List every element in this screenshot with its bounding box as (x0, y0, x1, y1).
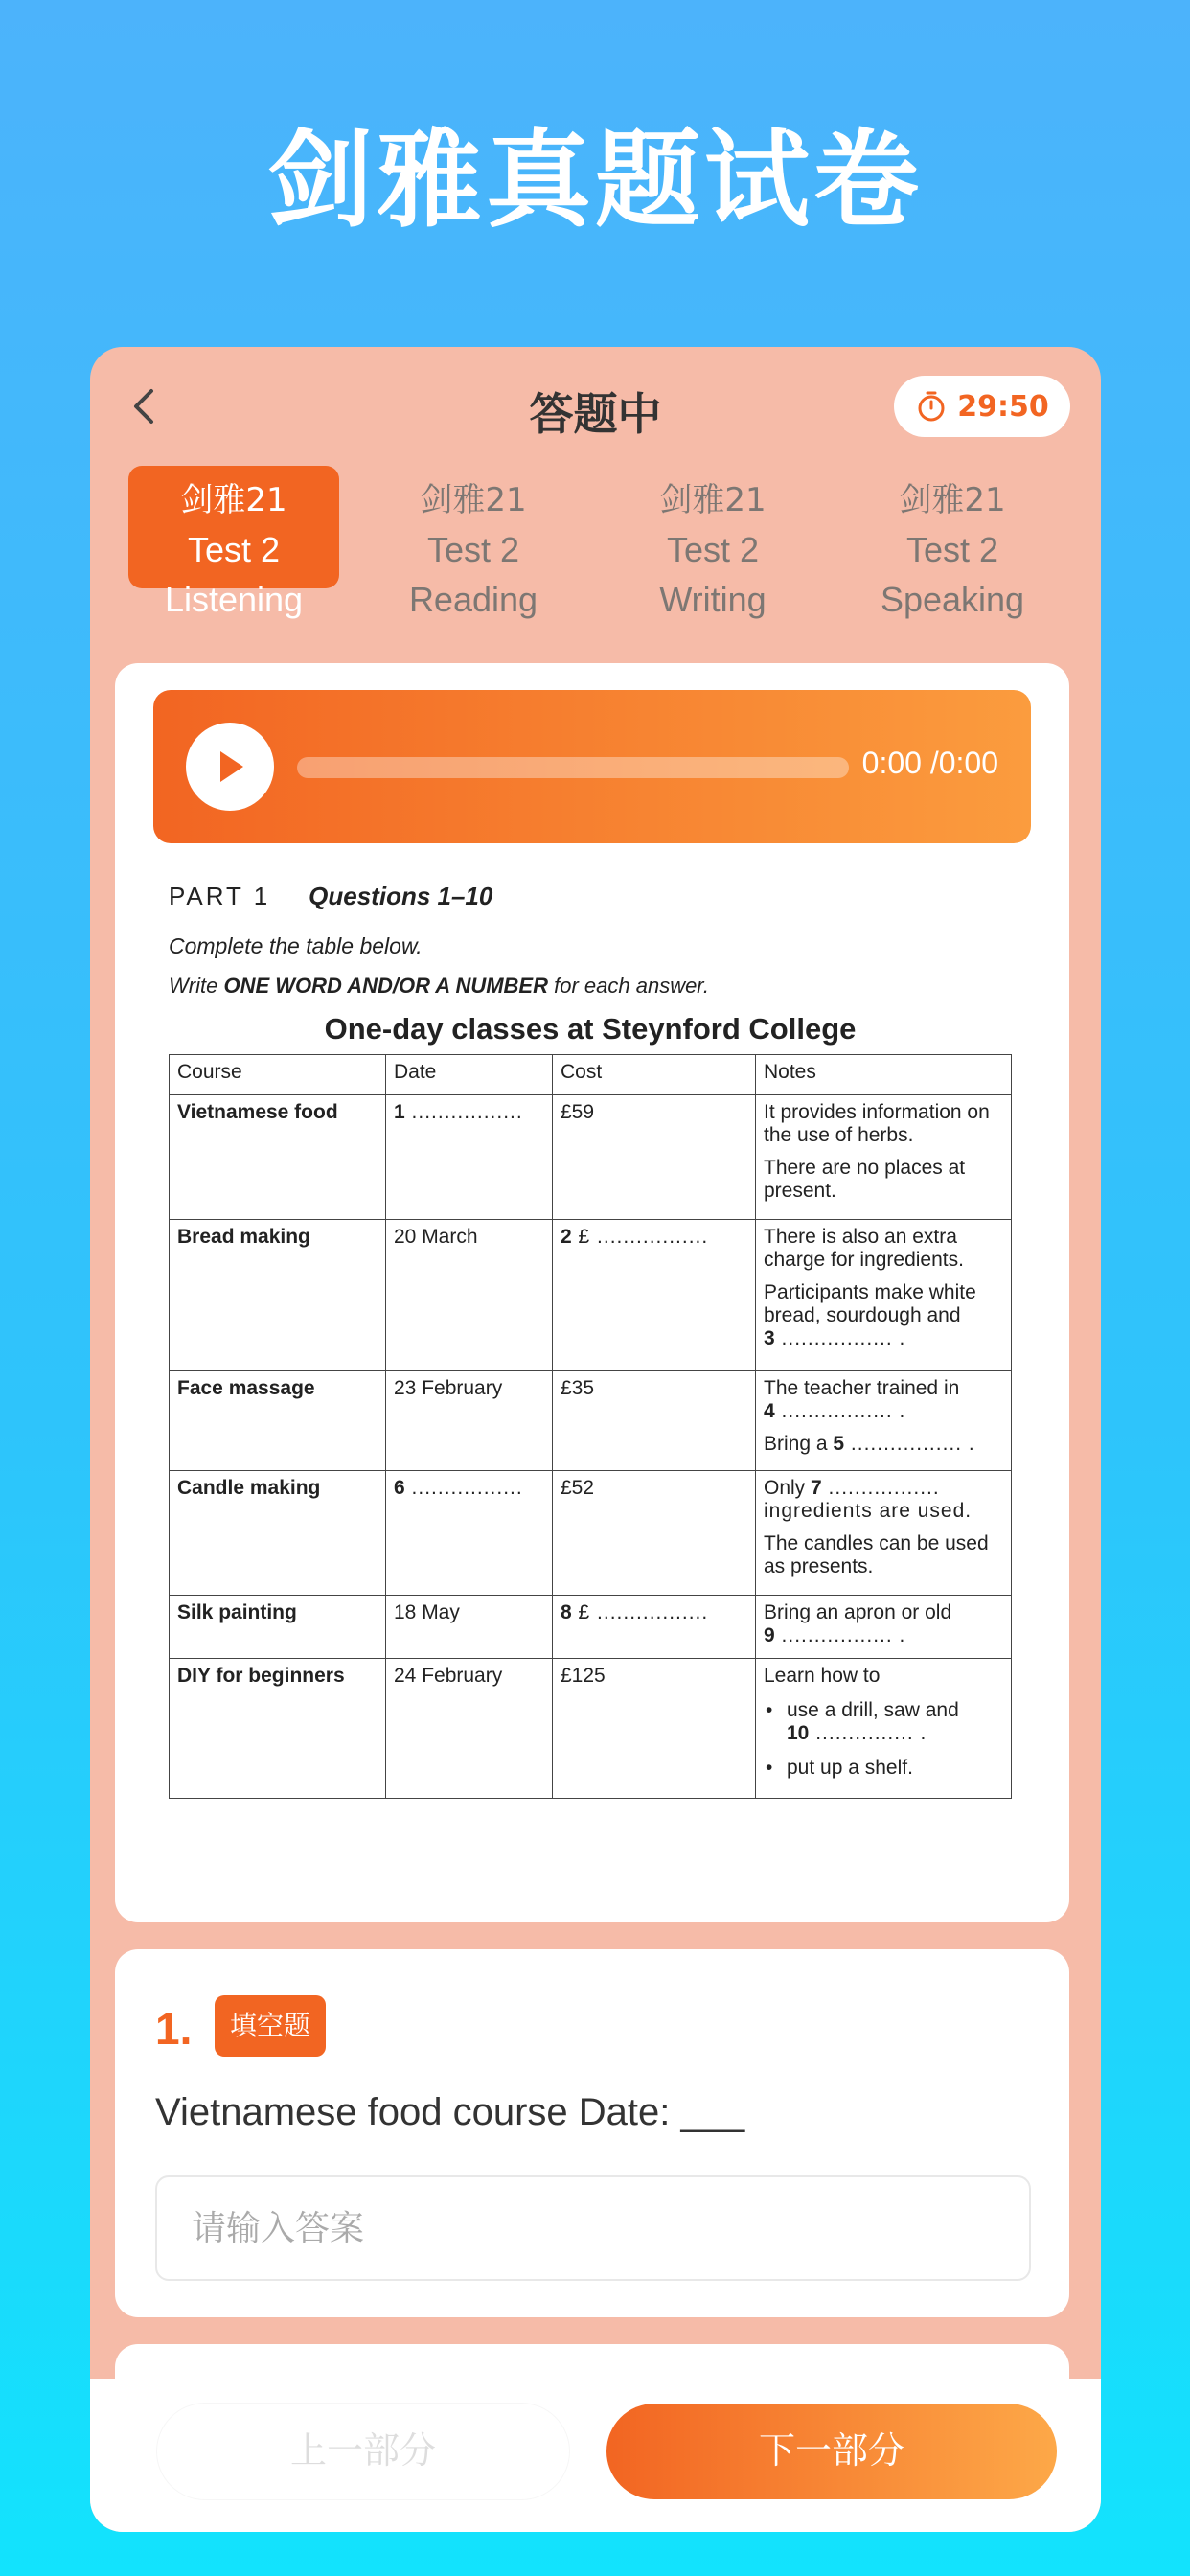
note-text-part: Only (764, 1477, 812, 1499)
cost-cell: £52 (553, 1471, 756, 1596)
gap-dots: ................. (404, 1101, 523, 1123)
cost-cell: £59 (553, 1095, 756, 1220)
table-row (170, 1371, 1012, 1471)
note-text-part: use a drill, saw and (787, 1699, 959, 1721)
course-table (169, 1054, 1012, 1799)
course-cell: Candle making (170, 1471, 386, 1596)
column-header: Course (170, 1055, 386, 1095)
tab-writing-line2: Test 2 (666, 530, 760, 569)
tab-speaking[interactable] (847, 466, 1058, 619)
course-cell: Face massage (170, 1371, 386, 1471)
gap-number: 8 (561, 1601, 572, 1623)
section-tabs (128, 466, 1077, 619)
gap-dots: £ ................. (571, 1226, 709, 1248)
course-cell: DIY for beginners (170, 1659, 386, 1799)
column-header: Date (386, 1055, 553, 1095)
tab-reading-line2: Test 2 (426, 530, 520, 569)
tab-writing-line1: 剑雅21 (659, 481, 767, 519)
note-text (764, 1433, 1003, 1456)
tab-writing-line3: Writing (659, 580, 767, 619)
question-text: Vietnamese food course Date: ___ (155, 2091, 745, 2133)
note-text (764, 1281, 1003, 1350)
column-header: Notes (756, 1055, 1012, 1095)
list-item: • put up a shelf. (764, 1757, 1003, 1780)
note-bullets (764, 1699, 1003, 1780)
cost-cell: £35 (553, 1371, 756, 1471)
next-section-button[interactable]: 下一部分 (606, 2404, 1057, 2499)
cost-cell (553, 1220, 756, 1371)
gap-number: 7 (811, 1477, 822, 1499)
instruction-2-bold: ONE WORD AND/OR A NUMBER (223, 974, 548, 998)
previous-section-button[interactable]: 上一部分 (157, 2404, 569, 2499)
note-text (764, 1377, 1003, 1423)
note-text: Learn how to (764, 1665, 881, 1687)
screen-title: 答题中 (529, 388, 662, 440)
course-cell: Vietnamese food (170, 1095, 386, 1220)
gap-dots: ................. . (774, 1624, 906, 1646)
question-card (115, 1949, 1069, 2317)
audio-time: 0:00 /0:00 (861, 746, 998, 780)
tab-reading-line1: 剑雅21 (420, 481, 527, 519)
date-cell: 23 February (386, 1371, 553, 1471)
date-cell: 18 May (386, 1596, 553, 1659)
date-cell: 24 February (386, 1659, 553, 1799)
table-row (170, 1471, 1012, 1596)
part-heading (169, 882, 1012, 924)
note-text: There is also an extra charge for ingredients. (764, 1226, 964, 1271)
note-text-part: Bring a (764, 1433, 834, 1455)
tab-listening-line3: Listening (164, 580, 304, 619)
tab-listening[interactable] (128, 466, 339, 619)
play-button[interactable] (186, 723, 274, 811)
cost-cell (553, 1596, 756, 1659)
instruction-2 (169, 974, 1012, 1012)
note-text: There are no places at present. (764, 1157, 966, 1202)
gap-number: 1 (394, 1101, 405, 1123)
cost-cell: £125 (553, 1659, 756, 1799)
gap-dots: ................. . (774, 1327, 906, 1349)
tab-speaking-line1: 剑雅21 (899, 481, 1006, 519)
table-row (170, 1659, 1012, 1799)
notes-cell (756, 1471, 1012, 1596)
listening-card (115, 663, 1069, 1922)
note-text-part: Bring an apron or old (764, 1601, 952, 1623)
gap-dots: ................. . (774, 1400, 906, 1422)
note-text (764, 1601, 1003, 1647)
note-text-part: Participants make white bread, sourdough and (764, 1281, 976, 1326)
table-row (170, 1596, 1012, 1659)
gap-dots: ................. (404, 1477, 523, 1499)
question-number: 1. (155, 2004, 193, 2054)
tab-reading[interactable] (368, 466, 579, 619)
instruction-2-pre: Write (169, 974, 224, 998)
gap-dots: ............... . (809, 1722, 927, 1744)
notes-cell (756, 1095, 1012, 1220)
note-text: The candles can be used as presents. (764, 1532, 989, 1577)
gap-number: 2 (561, 1226, 572, 1248)
promo-headline: 剑雅真题试卷 (267, 119, 923, 242)
gap-dots: £ ................. (571, 1601, 709, 1623)
question-range: Questions 1–10 (309, 882, 493, 910)
notes-cell (756, 1371, 1012, 1471)
instruction-1: Complete the table below. (169, 933, 423, 958)
gap-number: 5 (833, 1433, 845, 1455)
bottom-nav-bar (90, 2379, 1101, 2532)
notes-cell (756, 1220, 1012, 1371)
tab-listening-line2: Test 2 (187, 530, 281, 569)
tab-listening-line1: 剑雅21 (180, 481, 287, 519)
countdown-timer (894, 376, 1070, 437)
list-item (764, 1699, 1003, 1745)
exam-paper (169, 882, 1012, 1799)
gap-number: 9 (764, 1624, 775, 1646)
stopwatch-icon (915, 390, 948, 423)
app-screen (90, 347, 1101, 2532)
table-header-row (170, 1055, 1012, 1095)
gap-number: 10 (787, 1722, 810, 1744)
notes-cell (756, 1659, 1012, 1799)
course-cell: Bread making (170, 1220, 386, 1371)
column-header: Cost (553, 1055, 756, 1095)
question-type-badge: 填空题 (215, 1995, 326, 2057)
tab-speaking-line2: Test 2 (905, 530, 999, 569)
gap-dots: ................. ingredients are used. (764, 1477, 973, 1522)
timer-value: 29:50 (957, 389, 1049, 424)
audio-player (153, 690, 1031, 843)
gap-number: 6 (394, 1477, 405, 1499)
answer-input[interactable] (155, 2175, 1031, 2281)
tab-writing[interactable] (607, 466, 818, 619)
date-cell (386, 1471, 553, 1596)
gap-number: 3 (764, 1327, 775, 1349)
note-text-part: The teacher trained in (764, 1377, 960, 1399)
date-cell (386, 1095, 553, 1220)
instruction-2-post: for each answer. (548, 974, 709, 998)
gap-number: 4 (764, 1400, 775, 1422)
tab-speaking-line3: Speaking (880, 580, 1025, 619)
table-title: One-day classes at Steynford College (324, 1012, 857, 1046)
note-text: It provides information on the use of herbs. (764, 1101, 990, 1146)
notes-cell (756, 1596, 1012, 1659)
gap-dots: ................. . (844, 1433, 975, 1455)
note-text (764, 1477, 1003, 1523)
date-cell: 20 March (386, 1220, 553, 1371)
table-row (170, 1095, 1012, 1220)
course-cell: Silk painting (170, 1596, 386, 1659)
part-label: PART 1 (169, 882, 271, 910)
play-icon (215, 748, 247, 786)
tab-reading-line3: Reading (408, 580, 538, 619)
audio-progress-bar[interactable] (297, 757, 849, 778)
table-row (170, 1220, 1012, 1371)
